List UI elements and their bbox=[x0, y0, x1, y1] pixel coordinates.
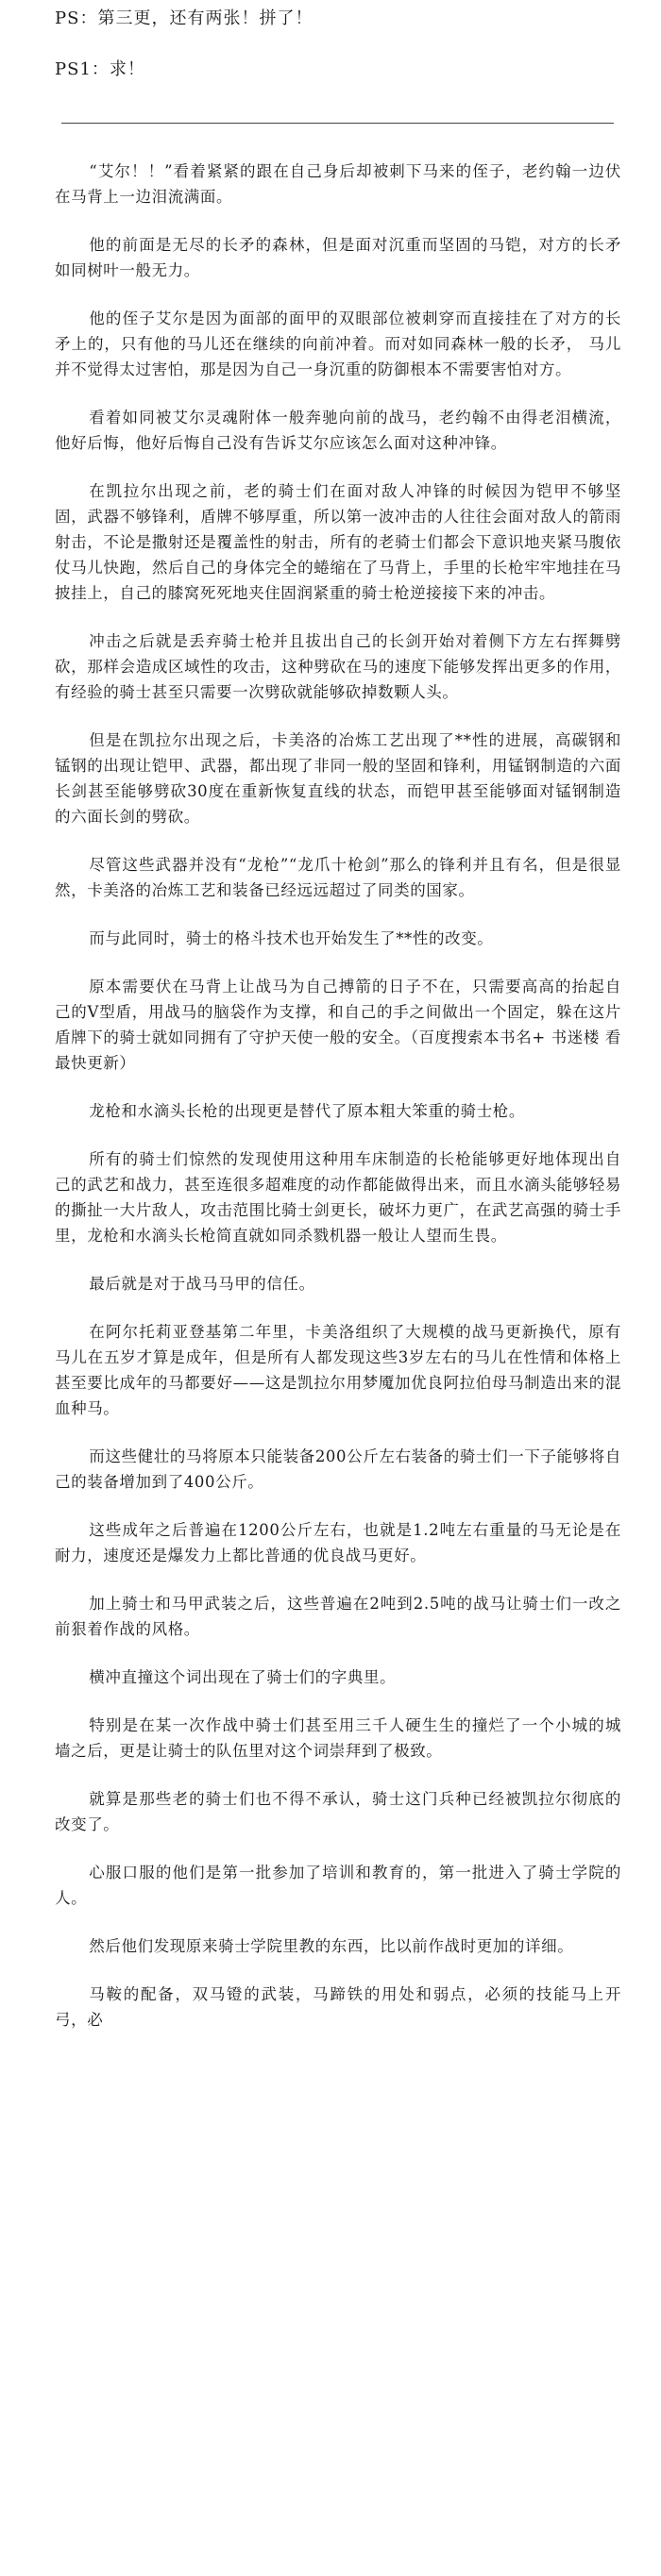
author-note-1: PS：第三更，还有两张！拼了！ bbox=[55, 8, 314, 28]
paragraph: 看着如同被艾尔灵魂附体一般奔驰向前的战马，老约翰不由得老泪横流，他好后悔，他好后悔自己没有告诉艾尔应该怎么面对这种冲锋。 bbox=[55, 409, 621, 452]
paragraph: 原本需要伏在马背上让战马为自己搏箭的日子不在，只需要高高的抬起自己的V型盾，用战马的脑袋作为支撑，和自己的手之间做出一个固定，躲在这片盾牌下的骑士就如同拥有了守护天使一般的安全。（百度搜索本书名+ 书迷楼 看最快更新） bbox=[55, 978, 621, 1072]
paragraph: 尽管这些武器并没有“龙枪”“龙爪十枪剑”那么的锋利并且有名，但是很显然，卡美洛的冶炼工艺和装备已经远远超过了同类的国家。 bbox=[55, 856, 621, 899]
divider-line bbox=[61, 123, 614, 124]
paragraph: 冲击之后就是丢弃骑士枪并且拔出自己的长剑开始对着侧下方左右挥舞劈砍，那样会造成区域性的攻击，这种劈砍在马的速度下能够发挥出更多的作用，有经验的骑士甚至只需要一次劈砍就能够砍掉数颗人头。 bbox=[55, 632, 621, 701]
paragraph: 就算是那些老的骑士们也不得不承认，骑士这门兵种已经被凯拉尔彻底的改变了。 bbox=[55, 1790, 621, 1833]
paragraph: 心服口服的他们是第一批参加了培训和教育的，第一批进入了骑士学院的人。 bbox=[55, 1864, 621, 1907]
paragraph: 但是在凯拉尔出现之后，卡美洛的冶炼工艺出现了**性的进展，高碳钢和锰钢的出现让铠甲、武器，都出现了非同一般的坚固和锋利，用锰钢制造的六面长剑甚至能够劈砍30度在重新恢复直线的状态，而铠甲甚至能够面对锰钢制造的六面长剑的劈砍。 bbox=[55, 731, 621, 826]
author-note-2: PS1：求！ bbox=[55, 59, 145, 79]
paragraph: 横冲直撞这个词出现在了骑士们的字典里。 bbox=[89, 1668, 397, 1686]
paragraph: 在阿尔托莉亚登基第二年里，卡美洛组织了大规模的战马更新换代，原有马儿在五岁才算是成年，但是所有人都发现这些3岁左右的马儿在性情和体格上甚至要比成年的马都要好——这是凯拉尔用梦魇加优良阿拉伯母马制造出来的混血种马。 bbox=[55, 1323, 621, 1417]
paragraph: “艾尔！！”看着紧紧的跟在自己身后却被刺下马来的侄子，老约翰一边伏在马背上一边泪流满面。 bbox=[55, 162, 621, 206]
paragraph: 马鞍的配备，双马镫的武装，马蹄铁的用处和弱点，必须的技能马上开弓，必 bbox=[55, 1985, 621, 2029]
chapter-body bbox=[55, 159, 621, 2055]
paragraph: 最后就是对于战马马甲的信任。 bbox=[89, 1275, 315, 1293]
paragraph: 然后他们发现原来骑士学院里教的东西，比以前作战时更加的详细。 bbox=[89, 1937, 574, 1955]
paragraph: 龙枪和水滴头长枪的出现更是替代了原本粗大笨重的骑士枪。 bbox=[89, 1102, 525, 1120]
paragraph: 加上骑士和马甲武装之后，这些普遍在2吨到2.5吨的战马让骑士们一改之前狠着作战的风格。 bbox=[55, 1595, 621, 1638]
paragraph: 特别是在某一次作战中骑士们甚至用三千人硬生生的撞烂了一个小城的城墙之后，更是让骑士的队伍里对这个词崇拜到了极致。 bbox=[55, 1716, 621, 1760]
paragraph: 他的侄子艾尔是因为面部的面甲的双眼部位被刺穿而直接挂在了对方的长矛上的，只有他的马儿还在继续的向前冲着。而对如同森林一般的长矛， 马儿并不觉得太过害怕，那是因为自己一身沉重的防御根本不需要害怕对方。 bbox=[55, 309, 621, 378]
paragraph: 而与此同时，骑士的格斗技术也开始发生了**性的改变。 bbox=[89, 929, 494, 947]
paragraph: 而这些健壮的马将原本只能装备200公斤左右装备的骑士们一下子能够将自己的装备增加到了400公斤。 bbox=[55, 1447, 621, 1491]
paragraph: 所有的骑士们惊然的发现使用这种用车床制造的长枪能够更好地体现出自己的武艺和战力，甚至连很多超难度的动作都能做得出来，而且水滴头能够轻易的撕扯一大片敌人，攻击范围比骑士剑更长，破坏力更广，在武艺高强的骑士手里，龙枪和水滴头长枪简直就如同杀戮机器一般让人望而生畏。 bbox=[55, 1150, 621, 1245]
paragraph: 这些成年之后普遍在1200公斤左右，也就是1.2吨左右重量的马无论是在耐力，速度还是爆发力上都比普通的优良战马更好。 bbox=[55, 1521, 621, 1564]
paragraph: 他的前面是无尽的长矛的森林，但是面对沉重而坚固的马铠，对方的长矛如同树叶一般无力。 bbox=[55, 236, 621, 279]
paragraph: 在凯拉尔出现之前，老的骑士们在面对敌人冲锋的时候因为铠甲不够坚固，武器不够锋利，盾牌不够厚重，所以第一波冲击的人往往会面对敌人的箭雨射击，不论是撒射还是覆盖性的射击，所有的老骑士们都会下意识地夹紧马腹依仗马儿快跑，然后自己的身体完全的蜷缩在了马背上，手里的长枪牢牢地挂在马披挂上，自己的膝窝死死地夹住固润紧重的骑士枪逆接接下来的冲击。 bbox=[55, 482, 621, 602]
